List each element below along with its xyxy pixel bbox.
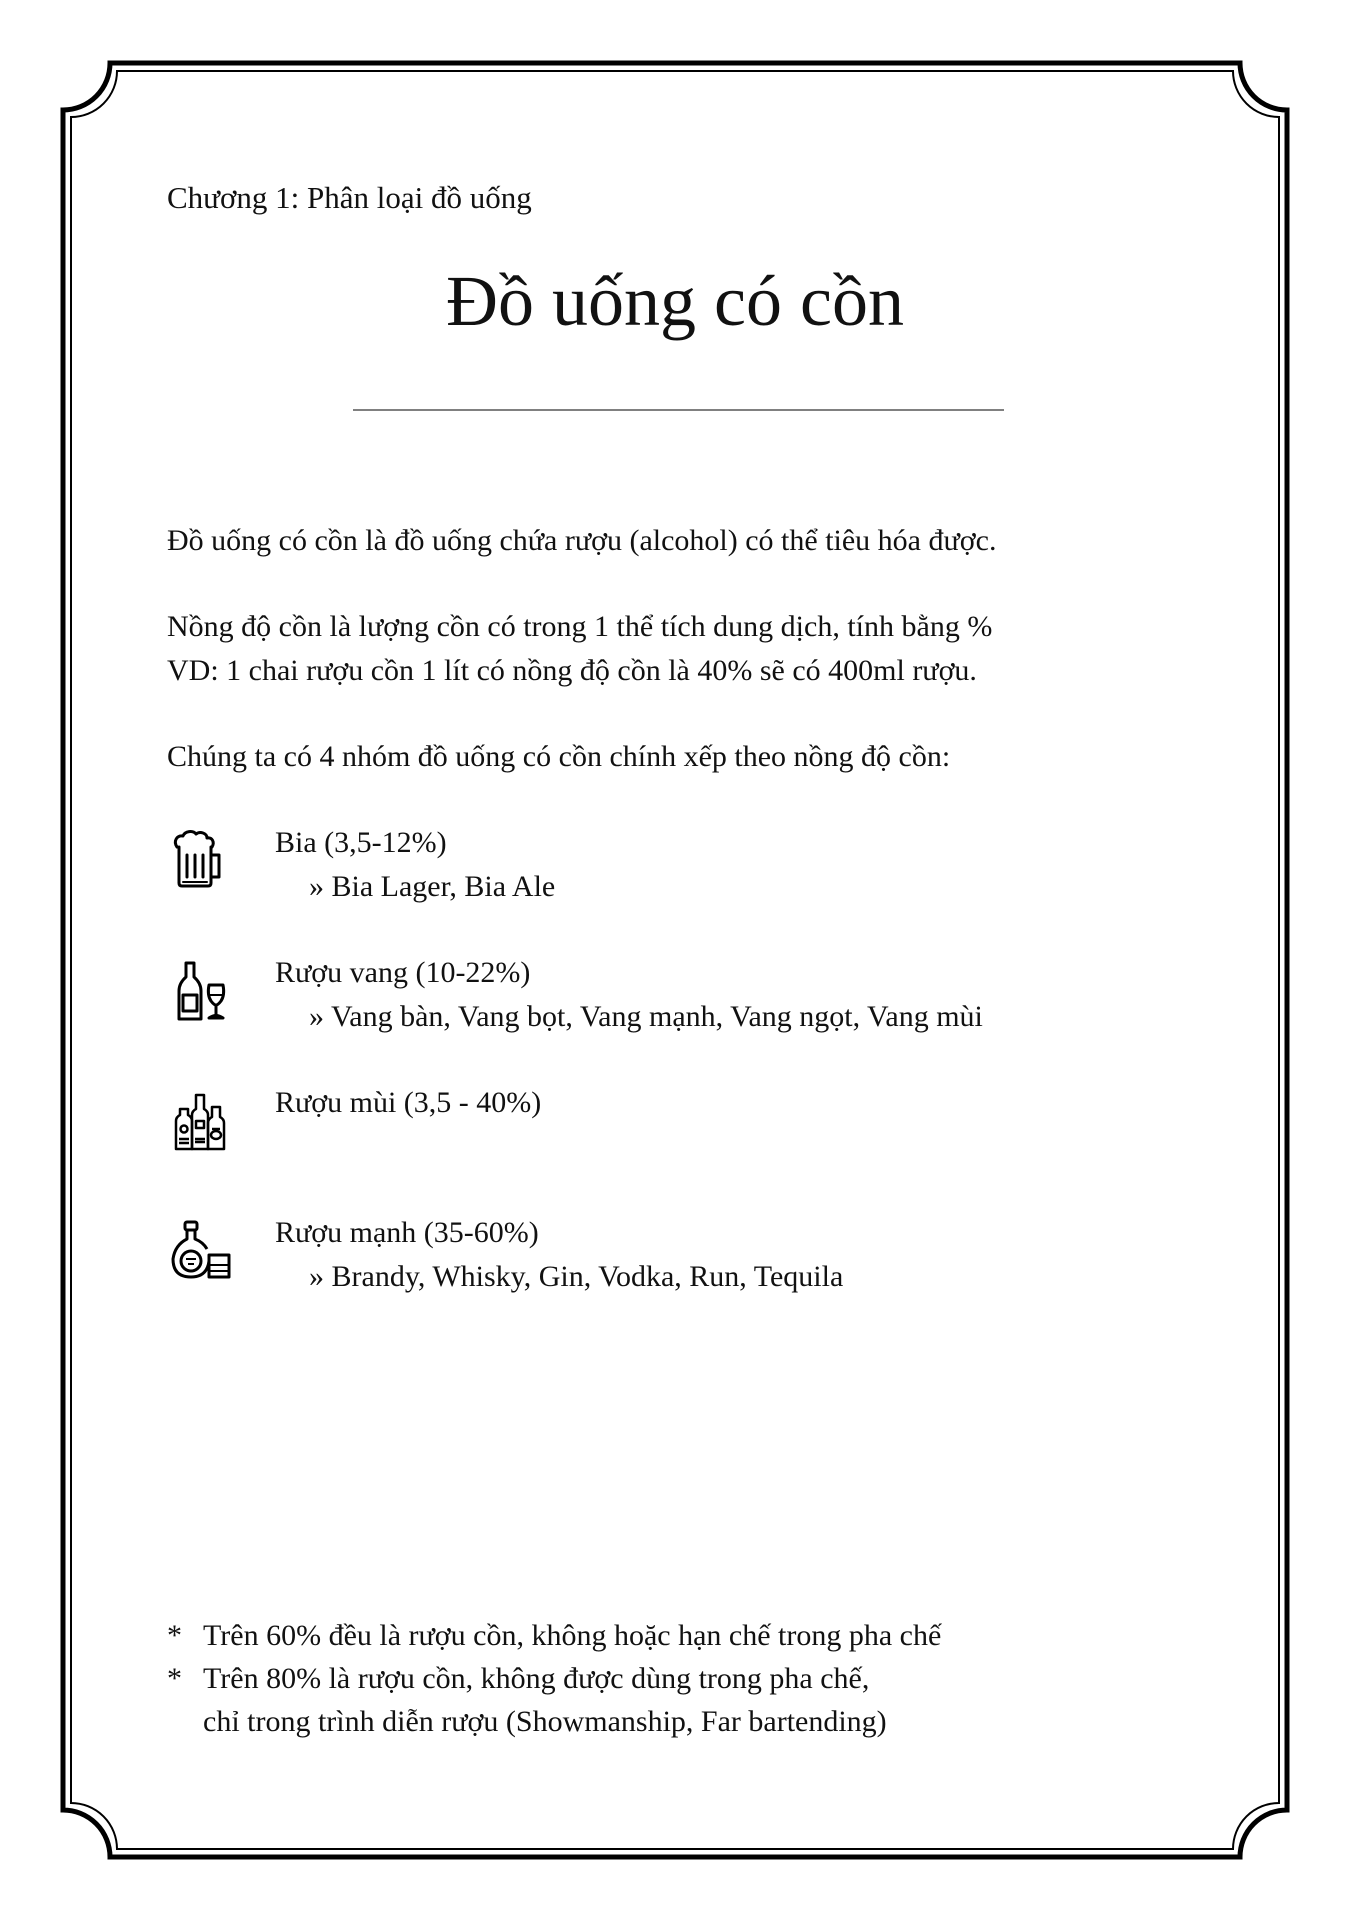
footnote-2-continuation: chỉ trong trình diễn rượu (Showmanship, Far bartending) <box>203 1705 887 1738</box>
group-label: Rượu mạnh (35-60%) <box>275 1216 539 1249</box>
group-examples: » Brandy, Whisky, Gin, Vodka, Run, Tequila <box>309 1260 844 1293</box>
spirits-bottle-icon <box>167 1215 233 1281</box>
group-examples: » Vang bàn, Vang bọt, Vang mạnh, Vang ngọt, Vang mùi <box>309 1000 983 1033</box>
definition-paragraph: Đồ uống có cồn là đồ uống chứa rượu (alcohol) có thể tiêu hóa được. <box>167 524 997 557</box>
title-divider <box>353 409 1004 411</box>
group-label: Rượu mùi (3,5 - 40%) <box>275 1086 542 1119</box>
beer-mug-icon <box>167 825 233 891</box>
concentration-line-1: Nồng độ cồn là lượng cồn có trong 1 thể tích dung dịch, tính bằng % <box>167 610 993 643</box>
footnote-2 <box>167 1657 941 1700</box>
group-examples: » Bia Lager, Bia Ale <box>309 870 556 903</box>
footnote-text: Trên 80% là rượu cồn, không được dùng trong pha chế, <box>203 1662 870 1695</box>
group-label: Bia (3,5-12%) <box>275 826 447 859</box>
concentration-paragraph <box>167 605 992 693</box>
footnote-text: Trên 60% đều là rượu cồn, không hoặc hạn chế trong pha chế <box>203 1619 942 1652</box>
groups-intro: Chúng ta có 4 nhóm đồ uống có cồn chính xếp theo nồng độ cồn: <box>167 740 951 773</box>
chapter-heading: Chương 1: Phân loại đồ uống <box>167 180 532 215</box>
liqueur-bottles-icon <box>167 1085 233 1151</box>
footnotes <box>167 1614 941 1743</box>
footnote-1 <box>167 1614 941 1657</box>
footnote-bullet: * <box>167 1662 182 1695</box>
concentration-example: VD: 1 chai rượu cồn 1 lít có nồng độ cồn là 40% sẽ có 400ml rượu. <box>167 654 977 687</box>
group-label: Rượu vang (10-22%) <box>275 956 531 989</box>
page-title: Đồ uống có cồn <box>446 261 904 341</box>
wine-bottle-glass-icon <box>167 955 233 1021</box>
footnote-bullet: * <box>167 1619 182 1652</box>
